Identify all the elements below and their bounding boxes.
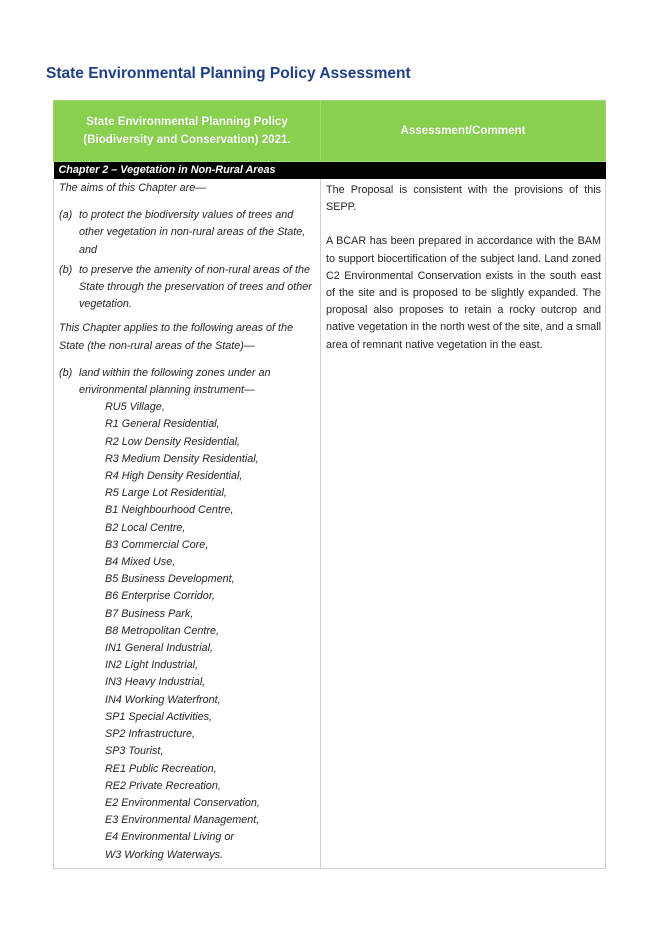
comment-paragraph-1: The Proposal is consistent with the provisions of this SEPP. <box>326 184 601 214</box>
zone-item: R3 Medium Density Residential, <box>105 452 259 465</box>
header-sepp-line2: (Biodiversity and Conservation) 2021. <box>83 133 291 146</box>
header-sepp-column <box>54 101 321 162</box>
zone-item: RE1 Public Recreation, <box>105 762 217 775</box>
land-item <box>59 365 316 399</box>
land-label: (b) <box>59 366 73 379</box>
chapter-row <box>54 162 606 180</box>
zone-list <box>59 399 316 863</box>
aim-text: to preserve the amenity of non-rural areas of the State through the preservation of trees and other vegetation. <box>79 263 312 311</box>
zone-item: RU5 Village, <box>105 401 165 414</box>
header-assessment-column: Assessment/Comment <box>321 101 606 162</box>
zone-item: IN4 Working Waterfront, <box>105 693 221 706</box>
zone-item: B5 Business Development, <box>105 573 235 586</box>
chapter-heading: Chapter 2 – Vegetation in Non-Rural Areas <box>54 162 606 180</box>
zone-item: B8 Metropolitan Centre, <box>105 624 220 637</box>
zone-item: R5 Large Lot Residential, <box>105 487 227 500</box>
header-sepp-line1: State Environmental Planning Policy <box>86 115 288 128</box>
zone-item: B2 Local Centre, <box>105 521 186 534</box>
zone-item: IN1 General Industrial, <box>105 642 214 655</box>
assessment-comment-cell <box>321 179 606 868</box>
zone-item: IN2 Light Industrial, <box>105 659 199 672</box>
zone-item: B3 Commercial Core, <box>105 538 209 551</box>
comment-paragraph-2: A BCAR has been prepared in accordance with the BAM to support biocertification of the subject land. Land zoned C2 Environmental Conservation exists in the south east of the site and is proposed to be slightly expanded. The proposal also proposes to retain a rocky outcrop and native vegetation in the north west of the site, and a small area of remnant native vegetation in the east. <box>326 235 601 351</box>
table-header-row <box>54 101 606 162</box>
aim-item <box>59 262 316 314</box>
aim-label: (b) <box>59 263 73 276</box>
zone-item: W3 Working Waterways. <box>105 848 223 861</box>
zone-item: R1 General Residential, <box>105 418 220 431</box>
applies-text: This Chapter applies to the following areas of the State (the non-rural areas of the State)— <box>59 322 294 352</box>
land-text: land within the following zones under an environmental planning instrument— <box>79 366 271 397</box>
sepp-text-cell <box>54 179 321 868</box>
zone-item: E4 Environmental Living or <box>105 831 235 844</box>
zone-item: B4 Mixed Use, <box>105 556 176 569</box>
zone-item: B7 Business Park, <box>105 607 194 620</box>
aims-intro: The aims of this Chapter are— <box>59 182 207 194</box>
zone-item: R4 High Density Residential, <box>105 470 243 483</box>
zone-item: SP1 Special Activities, <box>105 710 213 723</box>
zone-item: E3 Environmental Management, <box>105 814 260 827</box>
page-title: State Environmental Planning Policy Assessment <box>46 65 411 82</box>
zone-item: E2 Environmental Conservation, <box>105 796 260 809</box>
aim-text: to protect the biodiversity values of trees and other vegetation in non-rural areas of the State, and <box>79 209 306 256</box>
zone-item: IN3 Heavy Industrial, <box>105 676 206 689</box>
aim-label: (a) <box>59 209 73 222</box>
zone-item: RE2 Private Recreation, <box>105 779 221 792</box>
table-body-row <box>54 179 606 868</box>
aim-item <box>59 207 316 259</box>
zone-item: SP3 Tourist, <box>105 745 164 758</box>
assessment-table <box>53 100 606 869</box>
zone-item: R2 Low Density Residential, <box>105 435 241 448</box>
zone-item: SP2 Infrastructure, <box>105 728 196 741</box>
zone-item: B6 Enterprise Corridor, <box>105 590 215 603</box>
zone-item: B1 Neighbourhood Centre, <box>105 504 234 517</box>
